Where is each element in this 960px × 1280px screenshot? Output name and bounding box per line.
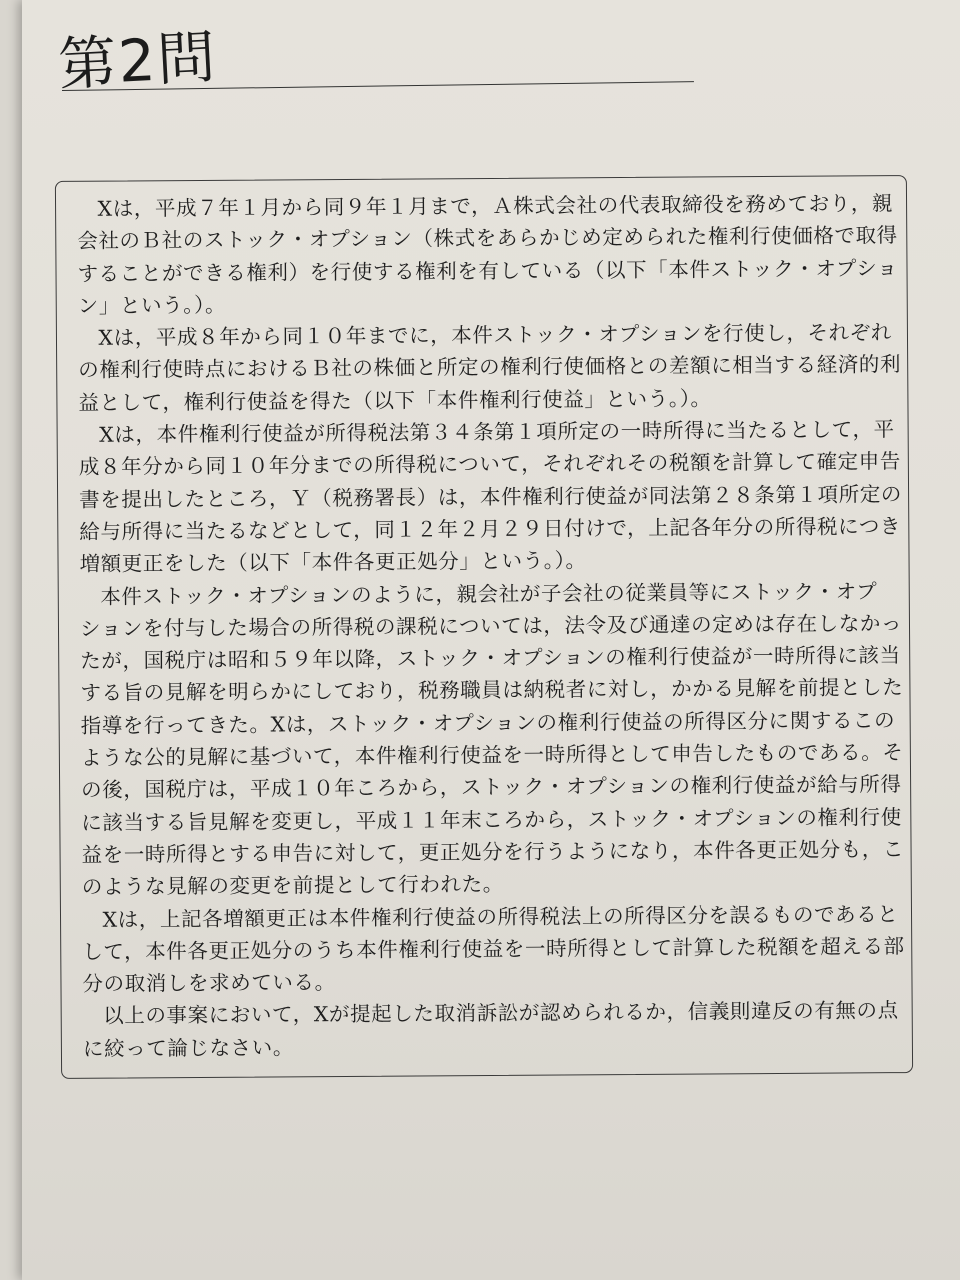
paragraph-line: ションを付与した場合の所得税の課税については，法令及び通達の定めは存在しなかっ [79,610,903,641]
paragraph-line: たが，国税庁は昭和５９年以降，ストック・オプションの権利行使益が一時所得に該当 [80,643,901,674]
paragraph-line: Xは，上記各増額更正は本件権利行使益の所得税法上の所得区分を誤るものであると [102,901,899,932]
paragraph-line: に絞って論じなさい。 [82,1035,295,1061]
paragraph-line: 本件ストック・オプションのように，親会社が子会社の従業員等にストック・オプ [100,578,878,609]
paragraph-line: の権利行使時点におけるＢ社の株価と所定の権利行使価格との差額に相当する経済的利 [78,352,902,383]
paragraph-line: 会社のＢ社のストック・オプション（株式をあらかじめ定められた権利行使価格で取得 [77,223,898,254]
paragraph-line: Xは，平成８年から同１０年までに，本件ストック・オプションを行使し，それぞれ [98,320,892,350]
paragraph-line: 給与所得に当たるなどとして，同１２年２月２９日付けで，上記各年分の所得税につき [79,514,902,544]
section-title: 第2問 [56,22,219,99]
paragraph-line: Xは，本件権利行使益が所得税法第３４条第１項所定の一時所得に当たるとして，平 [99,417,895,447]
paragraph-2 [78,316,902,419]
paragraph-line: 分の取消しを求めている。 [82,970,336,996]
paragraph-line: して，本件各更正処分のうち本件権利行使益を一時所得として計算した税額を超える部 [82,933,905,964]
paragraph-4 [79,575,905,904]
problem-text [77,187,903,1065]
paragraph-3 [78,413,903,580]
paragraph-line: Xは，平成７年１月から同９年１月まで，Ａ株式会社の代表取締役を務めており，親 [97,191,894,221]
paragraph-line: ような公的見解に基づいて，本件権利行使益を一時所得として申告したものである。そ [80,740,904,770]
paragraph-1 [77,187,898,322]
paragraph-line: 益として，権利行使益を得た（以下「本件権利行使益」という。）。 [78,386,712,415]
paragraph-line: 増額更正をした（以下「本件各更正処分」という。）。 [79,548,587,577]
paragraph-line: ン」という。）。 [77,292,227,318]
paragraph-line: 益を一時所得とする申告に対して，更正処分を行うようになり，本件各更正処分も，こ [81,837,905,867]
paragraph-line: のような見解の変更を前提として行われた。 [81,872,504,900]
paragraph-line: することができる権利）を行使する権利を有している（以下「本件ストック・オプショ [77,255,899,286]
paragraph-6 [83,995,903,1065]
paragraph-line: 書を提出したところ，Ｙ（税務署長）は，本件権利行使益が同法第２８条第１項所定の [79,481,903,512]
paragraph-line: 以上の事案において，Xが提起した取消訴訟が認められるか，信義則違反の有無の点 [103,998,899,1029]
paragraph-line: 指導を行ってきた。Xは，ストック・オプションの権利行使益の所得区分に関するこの [80,707,896,738]
paragraph-line: に該当する旨見解を変更し，平成１１年末ころから，ストック・オプションの権利行使 [81,804,902,835]
paragraph-line: 成８年分から同１０年分までの所得税について，それぞれその税額を計算して確定申告 [78,449,902,480]
paragraph-line: の後，国税庁は，平成１０年ころから，ストック・オプションの権利行使益が給与所得 [81,772,902,803]
paragraph-5 [82,898,903,1001]
paragraph-line: する旨の見解を明らかにしており，税務職員は納税者に対し，かかる見解を前提とした [80,675,904,706]
